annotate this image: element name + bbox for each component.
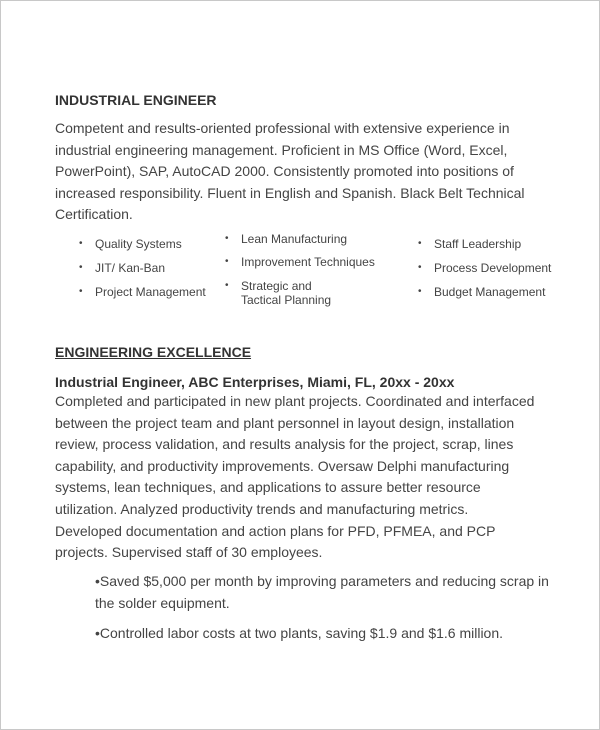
skill-item: • Staff Leadership — [418, 237, 578, 251]
skill-item: • Improvement Techniques — [225, 255, 385, 269]
resume-title: INDUSTRIAL ENGINEER — [55, 92, 217, 108]
job-description: Completed and participated in new plant projects. Coordinated and interfaced between the project team and plant personnel in layout design, installation review, process validation, and results analysis for the project, scrap, lines capability, and productivity improvements. Oversaw Delphi manufacturing systems, lean techniques, and applications to assure better resource utilization. Analyzed productivity trends and manufacturing metrics. Developed documentation and action plans for PFD, PFMEA, and PCP projects. Supervised staff of 30 employees. — [55, 393, 535, 561]
skill-item: • Project Management — [79, 285, 219, 299]
skill-item: • Lean Manufacturing — [225, 232, 385, 246]
job-heading: Industrial Engineer, ABC Enterprises, Miami, FL, 20xx - 20xx — [55, 374, 455, 390]
skill-item: • Strategic and Tactical Planning — [225, 279, 351, 307]
skill-item: • JIT/ Kan-Ban — [79, 261, 219, 275]
skill-item: • Process Development — [418, 261, 578, 275]
skill-item: • Budget Management — [418, 285, 578, 299]
achievement-item: •Controlled labor costs at two plants, saving $1.9 and $1.6 million. — [95, 625, 504, 641]
summary-paragraph: Competent and results-oriented professional with extensive experience in industrial engineering management. Proficient in MS Office (Word, Excel, PowerPoint), SAP, AutoCAD 2000. Consistently promoted into positions of increased responsibility. Fluent in English and Spanish. Black Belt Technical Certification. — [55, 120, 525, 222]
achievement-item: •Saved $5,000 per month by improving parameters and reducing scrap in the solder equipment. — [95, 573, 549, 611]
section-heading: ENGINEERING EXCELLENCE — [55, 344, 252, 360]
skill-item: • Quality Systems — [79, 237, 219, 251]
